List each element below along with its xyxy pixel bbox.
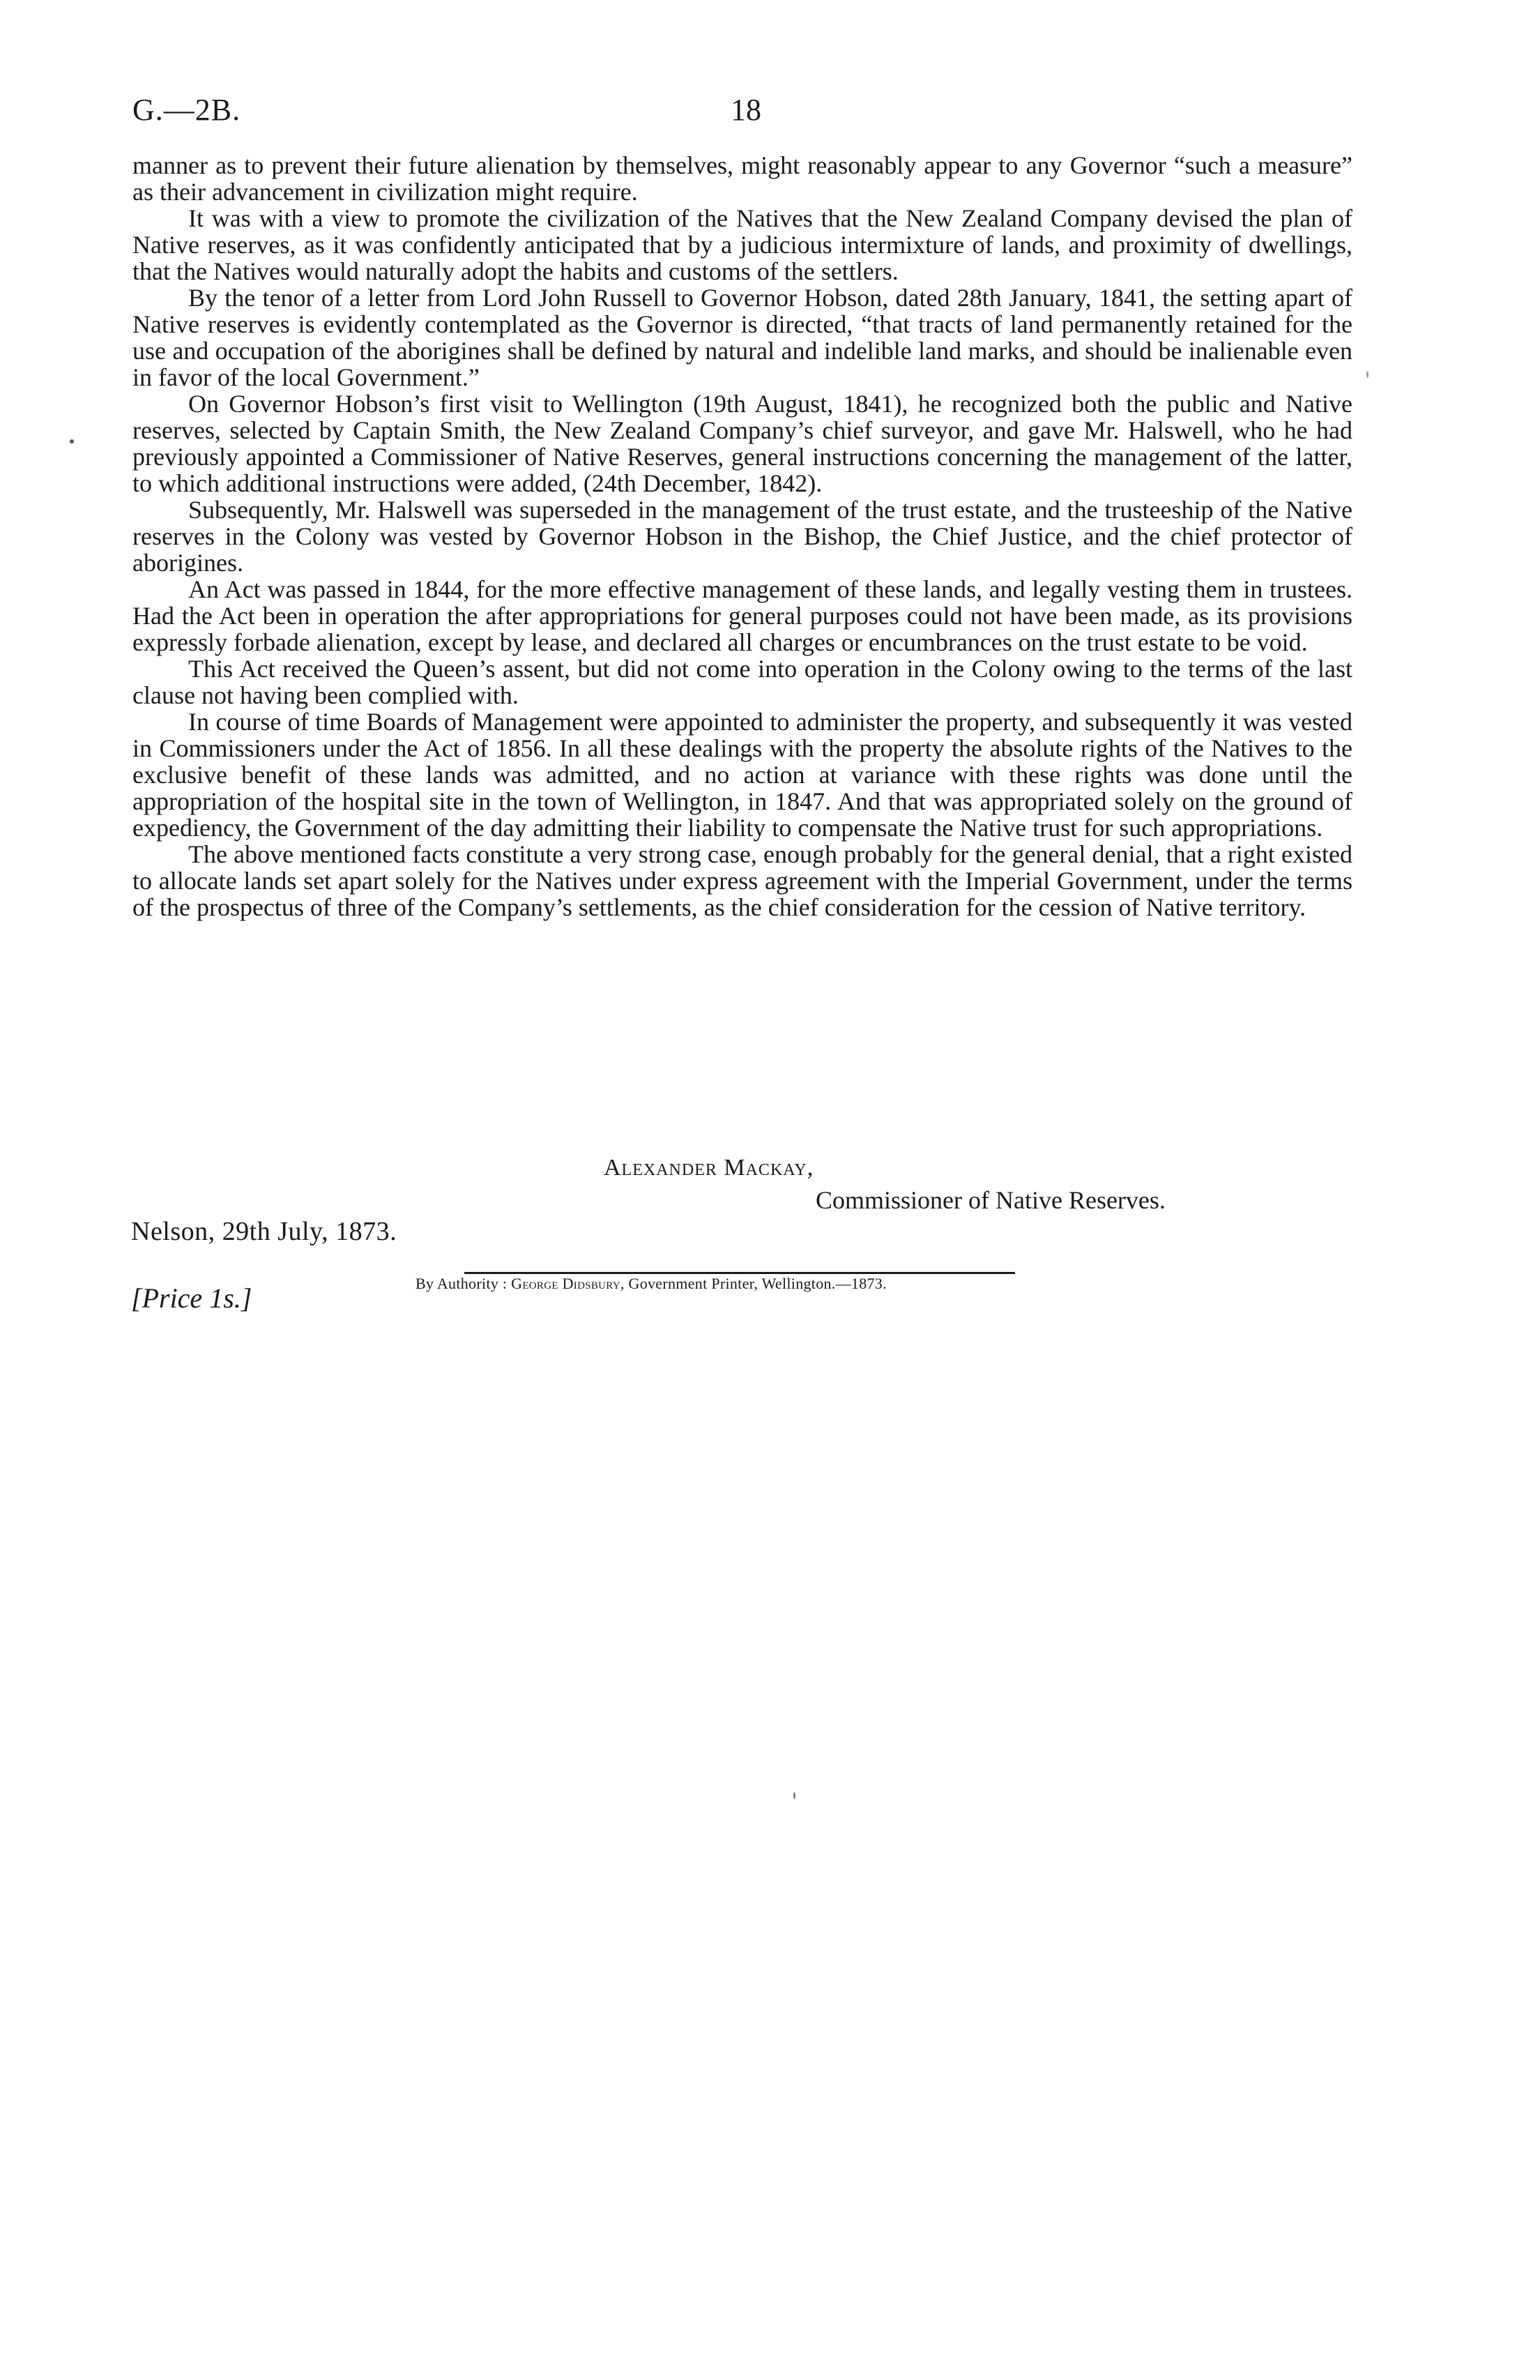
page-header	[132, 92, 1352, 134]
paragraph-4: On Governor Hobson’s first visit to Wellington (19th August, 1841), he recognized both the public and Native reserves, selected by Captain Smith, the New Zealand Company’s chief surveyor, and gave Mr. Halswell, who he had previously appointed a Commissioner of Native Reserves, general instructions concerning the management of the latter, to which additional instructions were added, (24th December, 1842).	[132, 390, 1352, 497]
price-label: [Price 1s.]	[131, 1282, 252, 1314]
signatory-title: Commissioner of Native Reserves.	[816, 1186, 1166, 1214]
place-and-date: Nelson, 29th July, 1873.	[131, 1217, 397, 1246]
paragraph-2: It was with a view to promote the civilization of the Natives that the New Zealand Company devised the plan of Native reserves, as it was confidently anticipated that by a judicious intermixture of lands, and proximity of dwellings, that the Natives would naturally adopt the habits and customs of the settlers.	[132, 204, 1352, 285]
body-text	[132, 152, 1352, 920]
printer-name: George Didsbury	[511, 1275, 620, 1292]
paragraph-3: By the tenor of a letter from Lord John Russell to Governor Hobson, dated 28th January, 1841, the setting apart of Native reserves is evidently contemplated as the Governor is directed, “that tracts of land permanently retained for the use and occupation of the aborigines shall be defined by natural and indelible land marks, and should be inalienable even in favor of the local Government.”	[132, 284, 1352, 391]
paragraph-8: In course of time Boards of Management were appointed to administer the property, and subsequently it was vested in Commissioners under the Act of 1856. In all these dealings with the property the absolute rights of the Natives to the exclusive benefit of these lands was admitted, and no action at variance with these rights was done until the appropriation of the hospital site in the town of Wellington, in 1847. And that was appropriated solely on the ground of expediency, the Government of the day admitting their liability to compensate the Native trust for such appropriations.	[132, 708, 1352, 842]
signatory-name: Alexander Mackay,	[604, 1155, 814, 1181]
stray-mark	[793, 1792, 795, 1799]
margin-mark	[1366, 371, 1369, 378]
imprint-prefix: By Authority :	[416, 1275, 512, 1292]
document-code: G.—2B.	[132, 93, 241, 127]
footer-rule	[464, 1272, 1015, 1274]
paragraph-1: manner as to prevent their future alienation by themselves, might reasonably appear to any Governor “such a measure” as their advancement in civilization might require.	[132, 151, 1352, 206]
page-number: 18	[731, 93, 761, 127]
paragraph-7: This Act received the Queen’s assent, but did not come into operation in the Colony owing to the terms of the last clause not having been complied with.	[132, 655, 1352, 709]
margin-mark	[70, 439, 74, 444]
paragraph-6: An Act was passed in 1844, for the more effective management of these lands, and legally vesting them in trustees. Had the Act been in operation the after appropriations for general purposes could not have been made, as its provisions expressly forbade alienation, except by lease, and declared all charges or encumbrances on the trust estate to be void.	[132, 575, 1352, 656]
paragraph-9: The above mentioned facts constitute a very strong case, enough probably for the general denial, that a right existed to allocate lands set apart solely for the Natives under express agreement with the Imperial Government, under the terms of the prospectus of three of the Company’s settlements, as the chief consideration for the cession of Native territory.	[132, 840, 1352, 921]
imprint-suffix: , Government Printer, Wellington.—1873.	[620, 1275, 887, 1292]
printer-imprint	[416, 1275, 887, 1293]
paragraph-5: Subsequently, Mr. Halswell was superseded in the management of the trust estate, and the trusteeship of the Native reserves in the Colony was vested by Governor Hobson in the Bishop, the Chief Justice, and the chief protector of aborigines.	[132, 496, 1352, 577]
